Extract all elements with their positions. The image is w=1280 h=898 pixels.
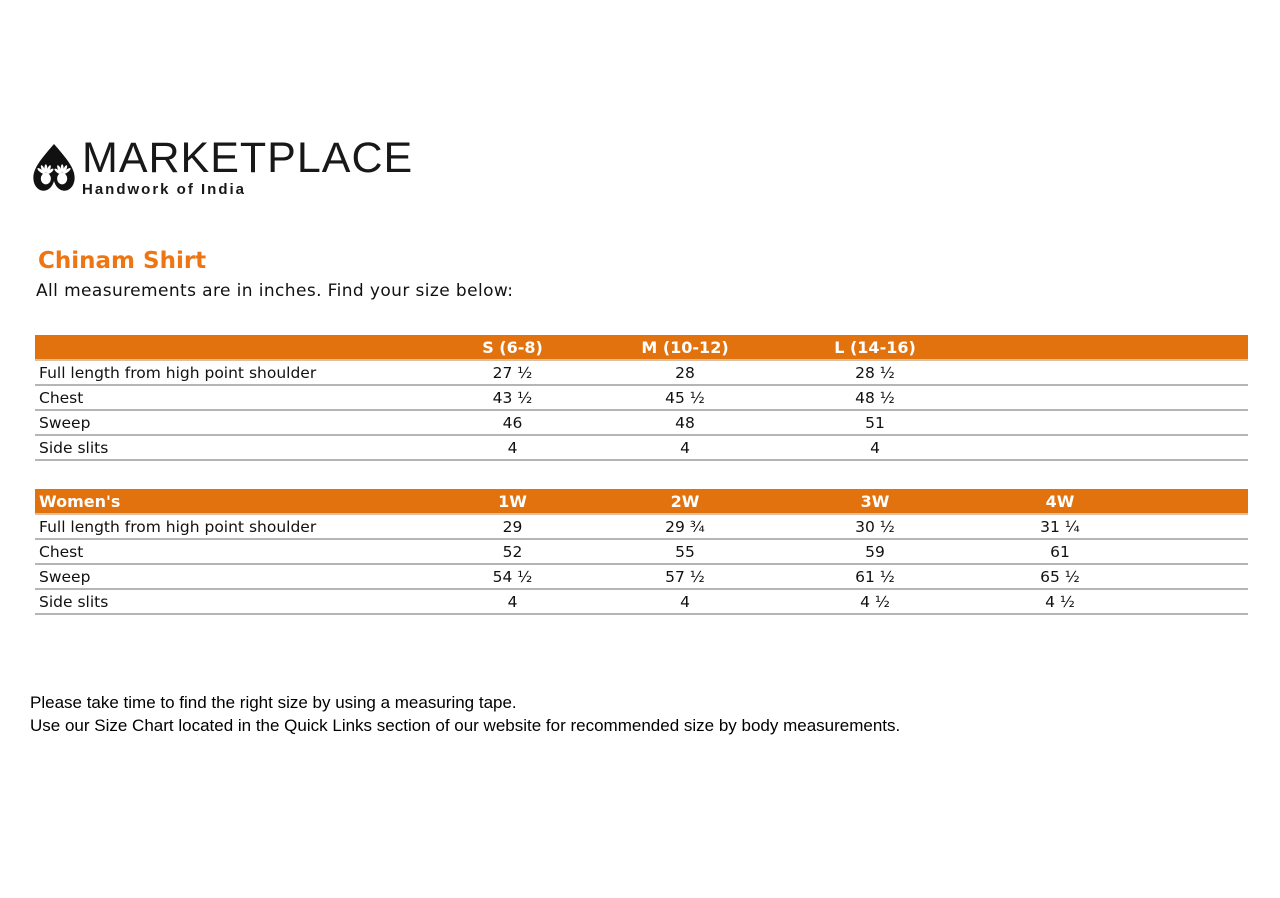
cell-filler xyxy=(1145,539,1248,564)
row-label: Sweep xyxy=(35,564,430,589)
cell-value: 61 xyxy=(975,539,1145,564)
cell-value: 4 xyxy=(430,435,595,460)
brand-text-block xyxy=(82,134,414,198)
table-header-row xyxy=(35,489,1248,514)
hands-in-leaf-icon xyxy=(30,140,78,198)
cell-value: 4 xyxy=(595,589,775,614)
cell-value: 57 ½ xyxy=(595,564,775,589)
cell-value: 55 xyxy=(595,539,775,564)
cell-value: 46 xyxy=(430,410,595,435)
row-label: Full length from high point shoulder xyxy=(35,514,430,539)
cell-filler xyxy=(1145,589,1248,614)
footer-note-2: Use our Size Chart located in the Quick Links section of our website for recommended size by body measurements. xyxy=(30,716,901,735)
cell-value: 61 ½ xyxy=(775,564,975,589)
cell-value xyxy=(975,410,1145,435)
footer-notes xyxy=(30,691,1248,737)
table-header-size-3w: 3W xyxy=(775,489,975,514)
cell-value xyxy=(975,385,1145,410)
cell-value: 43 ½ xyxy=(430,385,595,410)
cell-value: 28 ½ xyxy=(775,360,975,385)
table-row xyxy=(35,539,1248,564)
cell-value: 28 xyxy=(595,360,775,385)
brand-header xyxy=(30,134,1248,198)
cell-value: 29 xyxy=(430,514,595,539)
table-header-row xyxy=(35,335,1248,360)
brand-name: MARKETPLACE xyxy=(82,134,414,182)
cell-value xyxy=(975,360,1145,385)
row-label: Side slits xyxy=(35,589,430,614)
brand-tagline: Handwork of India xyxy=(82,181,247,198)
cell-value: 51 xyxy=(775,410,975,435)
row-label: Chest xyxy=(35,385,430,410)
footer-note-1: Please take time to find the right size by using a measuring tape. xyxy=(30,693,517,712)
table-header-size-l: L (14-16) xyxy=(775,335,975,360)
table-row xyxy=(35,435,1248,460)
table-header-label xyxy=(35,335,430,360)
cell-value: 27 ½ xyxy=(430,360,595,385)
table-row xyxy=(35,564,1248,589)
page-subtitle: All measurements are in inches. Find your size below: xyxy=(36,281,514,301)
row-label: Side slits xyxy=(35,435,430,460)
cell-filler xyxy=(1145,410,1248,435)
cell-value: 30 ½ xyxy=(775,514,975,539)
cell-filler xyxy=(1145,385,1248,410)
cell-value: 48 ½ xyxy=(775,385,975,410)
cell-value: 4 ½ xyxy=(975,589,1145,614)
table-header-filler xyxy=(1145,489,1248,514)
table-row xyxy=(35,385,1248,410)
size-table-misses xyxy=(35,335,1248,461)
page-title: Chinam Shirt xyxy=(38,248,207,274)
table-header-empty xyxy=(975,335,1145,360)
cell-value: 29 ¾ xyxy=(595,514,775,539)
cell-value: 4 xyxy=(595,435,775,460)
cell-value: 31 ¼ xyxy=(975,514,1145,539)
row-label: Sweep xyxy=(35,410,430,435)
row-label: Full length from high point shoulder xyxy=(35,360,430,385)
cell-filler xyxy=(1145,564,1248,589)
table-header-womens-label: Women's xyxy=(35,489,430,514)
table-header-size-m: M (10-12) xyxy=(595,335,775,360)
cell-value: 4 xyxy=(430,589,595,614)
table-row xyxy=(35,410,1248,435)
table-row xyxy=(35,514,1248,539)
row-label: Chest xyxy=(35,539,430,564)
table-header-size-s: S (6-8) xyxy=(430,335,595,360)
cell-value xyxy=(975,435,1145,460)
cell-value: 48 xyxy=(595,410,775,435)
cell-value: 4 xyxy=(775,435,975,460)
cell-filler xyxy=(1145,435,1248,460)
table-header-size-1w: 1W xyxy=(430,489,595,514)
table-row xyxy=(35,360,1248,385)
size-tables xyxy=(35,335,1248,615)
cell-filler xyxy=(1145,360,1248,385)
cell-value: 54 ½ xyxy=(430,564,595,589)
cell-value: 65 ½ xyxy=(975,564,1145,589)
table-header-size-2w: 2W xyxy=(595,489,775,514)
cell-value: 52 xyxy=(430,539,595,564)
cell-value: 59 xyxy=(775,539,975,564)
cell-value: 45 ½ xyxy=(595,385,775,410)
cell-filler xyxy=(1145,514,1248,539)
size-chart-page xyxy=(0,134,1280,737)
table-header-size-4w: 4W xyxy=(975,489,1145,514)
cell-value: 4 ½ xyxy=(775,589,975,614)
table-row xyxy=(35,589,1248,614)
table-header-filler xyxy=(1145,335,1248,360)
size-table-womens xyxy=(35,489,1248,615)
